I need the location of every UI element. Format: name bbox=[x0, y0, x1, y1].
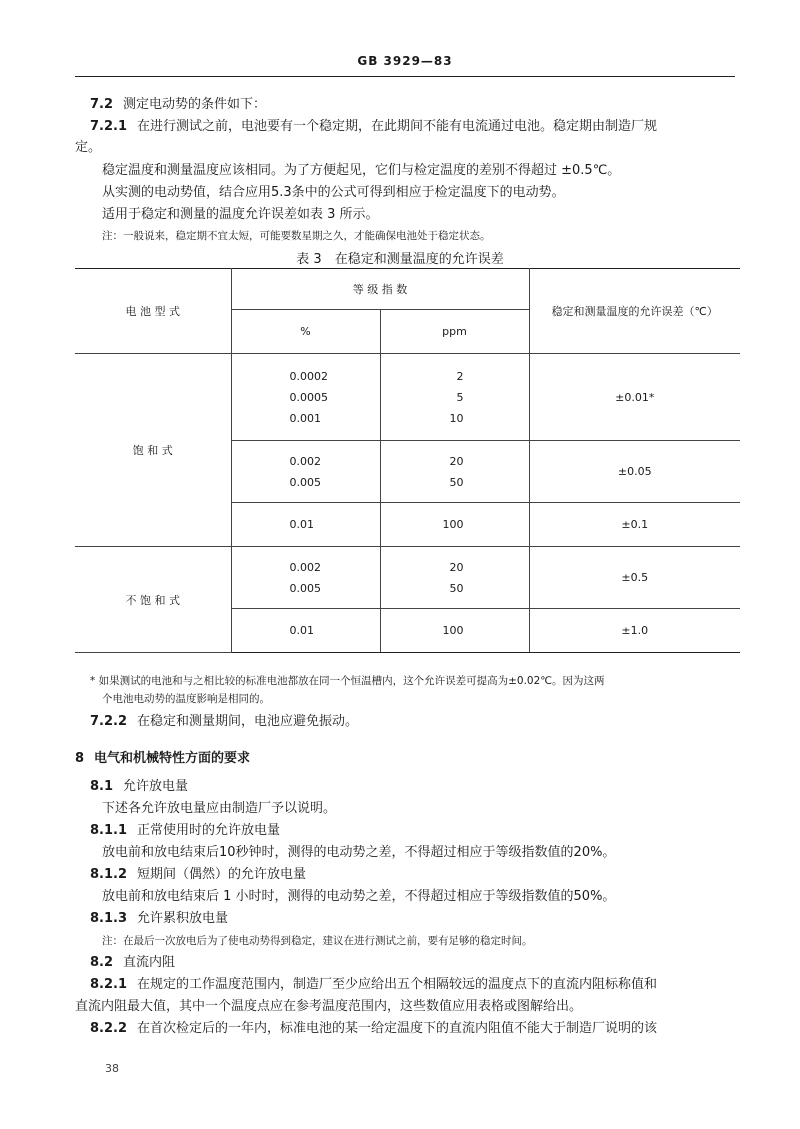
paragraph: 下述各允许放电量应由制造厂予以说明。 bbox=[102, 801, 337, 816]
section-text: 直流内阻 bbox=[123, 955, 176, 970]
section-8-2-1 bbox=[90, 976, 657, 994]
standard-code-header: GB 3929—83 bbox=[357, 54, 453, 68]
paragraph: 稳定温度和测量温度应该相同。为了方便起见，它们与检定温度的差别不得超过 ±0.5℃。 bbox=[102, 163, 621, 178]
cell-ppm: 50 bbox=[449, 581, 464, 595]
section-8-1 bbox=[90, 778, 188, 796]
section-8-heading bbox=[75, 750, 250, 768]
table-row bbox=[75, 547, 740, 609]
cell-tolerance: ±0.05 bbox=[529, 441, 740, 503]
cell-percent: 0.0005 bbox=[289, 390, 328, 404]
cell-ppm: 100 bbox=[442, 624, 464, 637]
cell-ppm: 100 bbox=[442, 518, 464, 531]
tolerance-table bbox=[75, 268, 740, 653]
header-rule bbox=[75, 76, 735, 77]
cell-tolerance: ±0.1 bbox=[529, 503, 740, 547]
section-number: 7.2.1 bbox=[90, 119, 128, 134]
section-number: 8.1.1 bbox=[90, 823, 128, 838]
section-8-2 bbox=[90, 954, 175, 972]
col-header-percent: % bbox=[231, 310, 380, 354]
cell-tolerance: ±0.5 bbox=[529, 547, 740, 609]
section-8-1-2 bbox=[90, 866, 306, 884]
paragraph: 适用于稳定和测量的温度允许误差如表 3 所示。 bbox=[102, 207, 379, 222]
section-text: 允许放电量 bbox=[123, 779, 189, 794]
section-text: 在规定的工作温度范围内，制造厂至少应给出五个相隔较远的温度点下的直流内阻标称值和 bbox=[137, 977, 658, 992]
cell-type-saturated: 饱 和 式 bbox=[75, 354, 231, 547]
paragraph-line: 直流内阻最大值，其中一个温度点应在参考温度范围内，这些数值应用表格或图解给出。 bbox=[75, 999, 583, 1014]
cell-ppm: 20 bbox=[449, 454, 464, 468]
section-7-2-1 bbox=[90, 118, 657, 136]
cell-percent: 0.001 bbox=[289, 411, 321, 425]
section-number: 7.2 bbox=[90, 97, 114, 112]
cell-percent: 0.0002 bbox=[289, 369, 328, 383]
section-8-2-2 bbox=[90, 1020, 657, 1038]
section-number: 7.2.2 bbox=[90, 714, 128, 729]
footnote-line: * 如果测试的电池和与之相比较的标准电池都放在同一个恒温槽内，这个允许误差可提高为±0.02℃。因为这两 bbox=[90, 675, 605, 687]
note: 注：一般说来，稳定期不宜太短，可能要数星期之久，才能确保电池处于稳定状态。 bbox=[102, 230, 491, 242]
table-caption: 表 3 在稳定和测量温度的允许误差 bbox=[296, 252, 504, 267]
section-text: 正常使用时的允许放电量 bbox=[137, 823, 281, 838]
col-header-tolerance: 稳定和测量温度的允许误差（℃） bbox=[529, 269, 740, 354]
section-8-1-3 bbox=[90, 910, 228, 928]
page-number: 38 bbox=[105, 1062, 119, 1075]
section-7-2-2 bbox=[90, 713, 358, 731]
section-text: 测定电动势的条件如下： bbox=[123, 97, 267, 112]
cell-ppm: 50 bbox=[449, 475, 464, 489]
cell-ppm: 10 bbox=[449, 411, 464, 425]
section-number: 8.1 bbox=[90, 779, 114, 794]
cell-tolerance: ±1.0 bbox=[529, 609, 740, 653]
section-text: 允许累积放电量 bbox=[137, 911, 229, 926]
cell-percent: 0.002 bbox=[289, 560, 321, 574]
col-header-grade-index: 等 级 指 数 bbox=[231, 269, 529, 310]
cell-percent: 0.005 bbox=[289, 581, 321, 595]
cell-percent: 0.005 bbox=[289, 475, 321, 489]
section-number: 8.2.1 bbox=[90, 977, 128, 992]
section-8-1-1 bbox=[90, 822, 280, 840]
section-number: 8 bbox=[75, 751, 85, 766]
section-text: 在首次检定后的一年内，标准电池的某一给定温度下的直流内阻值不能大于制造厂说明的该 bbox=[137, 1021, 658, 1036]
paragraph: 放电前和放电结束后 1 小时时，测得的电动势之差，不得超过相应于等级指数值的50%。 bbox=[102, 889, 616, 904]
paragraph: 放电前和放电结束后10秒钟时，测得的电动势之差，不得超过相应于等级指数值的20%。 bbox=[102, 845, 616, 860]
cell-percent: 0.01 bbox=[289, 518, 314, 531]
section-text: 在进行测试之前，电池要有一个稳定期，在此期间不能有电流通过电池。稳定期由制造厂规 bbox=[137, 119, 658, 134]
cell-ppm: 2 bbox=[456, 369, 464, 383]
section-number: 8.1.2 bbox=[90, 867, 128, 882]
section-text: 电气和机械特性方面的要求 bbox=[94, 751, 251, 766]
paragraph-line: 定。 bbox=[75, 140, 102, 155]
cell-percent: 0.002 bbox=[289, 454, 321, 468]
cell-percent: 0.01 bbox=[289, 624, 314, 637]
cell-ppm: 20 bbox=[449, 560, 464, 574]
section-text: 短期间（偶然）的允许放电量 bbox=[137, 867, 307, 882]
paragraph: 从实测的电动势值，结合应用5.3条中的公式可得到相应于检定温度下的电动势。 bbox=[102, 185, 565, 200]
cell-tolerance: ±0.01* bbox=[529, 354, 740, 441]
footnote-line: 个电池电动势的温度影响是相同的。 bbox=[102, 693, 270, 705]
table-row bbox=[75, 354, 740, 441]
cell-ppm: 5 bbox=[456, 390, 464, 404]
col-header-cell-type: 电 池 型 式 bbox=[75, 269, 231, 354]
section-text: 在稳定和测量期间，电池应避免振动。 bbox=[137, 714, 359, 729]
col-header-ppm: ppm bbox=[380, 310, 529, 354]
note: 注：在最后一次放电后为了使电动势得到稳定，建议在进行测试之前，要有足够的稳定时间。 bbox=[102, 935, 533, 947]
cell-type-unsaturated: 不 饱 和 式 bbox=[75, 547, 231, 653]
section-number: 8.2 bbox=[90, 955, 114, 970]
section-number: 8.2.2 bbox=[90, 1021, 128, 1036]
section-number: 8.1.3 bbox=[90, 911, 128, 926]
section-7-2 bbox=[90, 96, 266, 114]
